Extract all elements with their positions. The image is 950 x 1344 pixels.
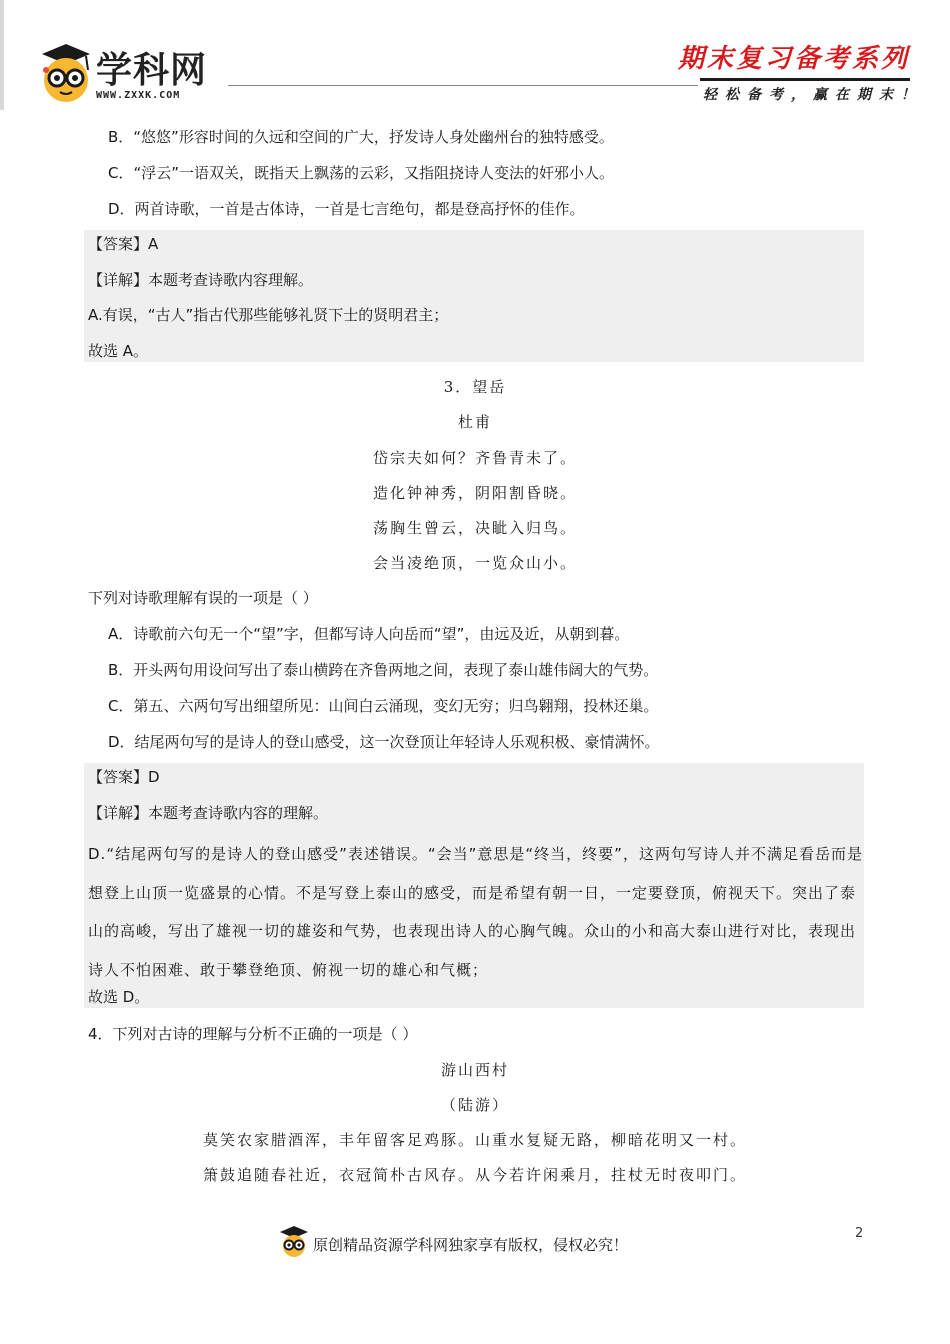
q4-question: 4．下列对古诗的理解与分析不正确的一项是（ ）	[88, 1025, 418, 1043]
margin-mark	[0, 0, 4, 110]
q3-question: 下列对诗歌理解有误的一项是（ ）	[88, 589, 318, 607]
q3-poem-line: 造化钟神秀，阴阳割昏晓。	[372, 484, 577, 502]
page-number: 2	[855, 1226, 864, 1241]
q3-choose: 故选 D。	[88, 988, 150, 1006]
zxxk-logo	[38, 38, 228, 108]
copyright-notice: 原创精品资源学科网独家享有版权，侵权必究！	[313, 1236, 629, 1254]
q3-title: 3．望岳	[443, 378, 507, 396]
page-header	[0, 0, 950, 110]
logo-url: WWW.ZXXK.COM	[96, 90, 181, 101]
q2-detail-a: A.有误，“古人”指古代那些能够礼贤下士的贤明君主；	[88, 306, 449, 324]
q2-answer-panel	[84, 230, 864, 362]
q3-poem-line: 荡胸生曾云，决眦入归鸟。	[372, 519, 577, 537]
q3-detail: 【详解】本题考查诗歌内容的理解。	[88, 804, 329, 822]
series-title: 期末复习备考系列	[677, 44, 910, 74]
q4-poem-line: 莫笑农家腊酒浑，丰年留客足鸡豚。山重水复疑无路，柳暗花明又一村。	[202, 1131, 747, 1149]
q3-author: 杜甫	[457, 413, 492, 431]
logo-wordmark: 学科网	[96, 50, 208, 91]
q2-choose: 故选 A。	[88, 342, 149, 360]
page-footer	[0, 1222, 950, 1262]
q3-option-b: B．开头两句用设问写出了泰山横跨在齐鲁两地之间，表现了泰山雄伟阔大的气势。	[108, 661, 659, 679]
q3-poem-line: 岱宗夫如何？齐鲁青未了。	[372, 449, 577, 467]
series-underline	[700, 78, 910, 81]
q3-poem-line: 会当凌绝顶，一览众山小。	[372, 554, 577, 572]
mascot-owl-icon	[38, 40, 94, 106]
footer-owl-icon	[278, 1224, 310, 1258]
q4-title: 游山西村	[440, 1061, 509, 1079]
q2-answer: 【答案】A	[88, 235, 159, 253]
header-divider	[228, 85, 698, 86]
q2-option-b: B．“悠悠”形容时间的久远和空间的广大，抒发诗人身处幽州台的独特感受。	[108, 128, 614, 146]
q3-option-d: D．结尾两句写的是诗人的登山感受，这一次登顶让年轻诗人乐观积极、豪情满怀。	[108, 733, 660, 751]
q3-answer-panel	[84, 763, 864, 1008]
q2-option-c: C．“浮云”一语双关，既指天上飘荡的云彩，又指阻挠诗人变法的奸邪小人。	[108, 164, 615, 182]
series-slogan: 轻松备考，赢在期末！	[703, 87, 923, 103]
q3-detail-d: D.“结尾两句写的是诗人的登山感受”表述错误。“会当”意思是“终当，终要”，这两句写诗人并不满足看岳而是想登上山顶一览盛景的心情。不是写登上泰山的感受，而是希望有朝一日，一定要登顶，俯视天下。突出了泰山的高峻，写出了雄视一切的雄姿和气势，也表现出诗人的心胸气魄。众山的小和高大泰山进行对比，表现出诗人不怕困难、敢于攀登绝顶、俯视一切的雄心和气概；	[88, 845, 863, 979]
q3-answer: 【答案】D	[88, 768, 160, 786]
q2-detail: 【详解】本题考查诗歌内容理解。	[88, 271, 314, 289]
q3-option-a: A．诗歌前六句无一个“望”字，但都写诗人向岳而“望”，由远及近，从朝到暮。	[108, 625, 630, 643]
q4-author: （陆游）	[440, 1096, 509, 1114]
q3-option-c: C．第五、六两句写出细望所见：山间白云涌现，变幻无穷；归鸟翱翔，投林还巢。	[108, 697, 659, 715]
q4-poem-line: 箫鼓追随春社近，衣冠简朴古风存。从今若许闲乘月，拄杖无时夜叩门。	[202, 1166, 747, 1184]
q2-option-d: D．两首诗歌，一首是古体诗，一首是七言绝句，都是登高抒怀的佳作。	[108, 200, 585, 218]
